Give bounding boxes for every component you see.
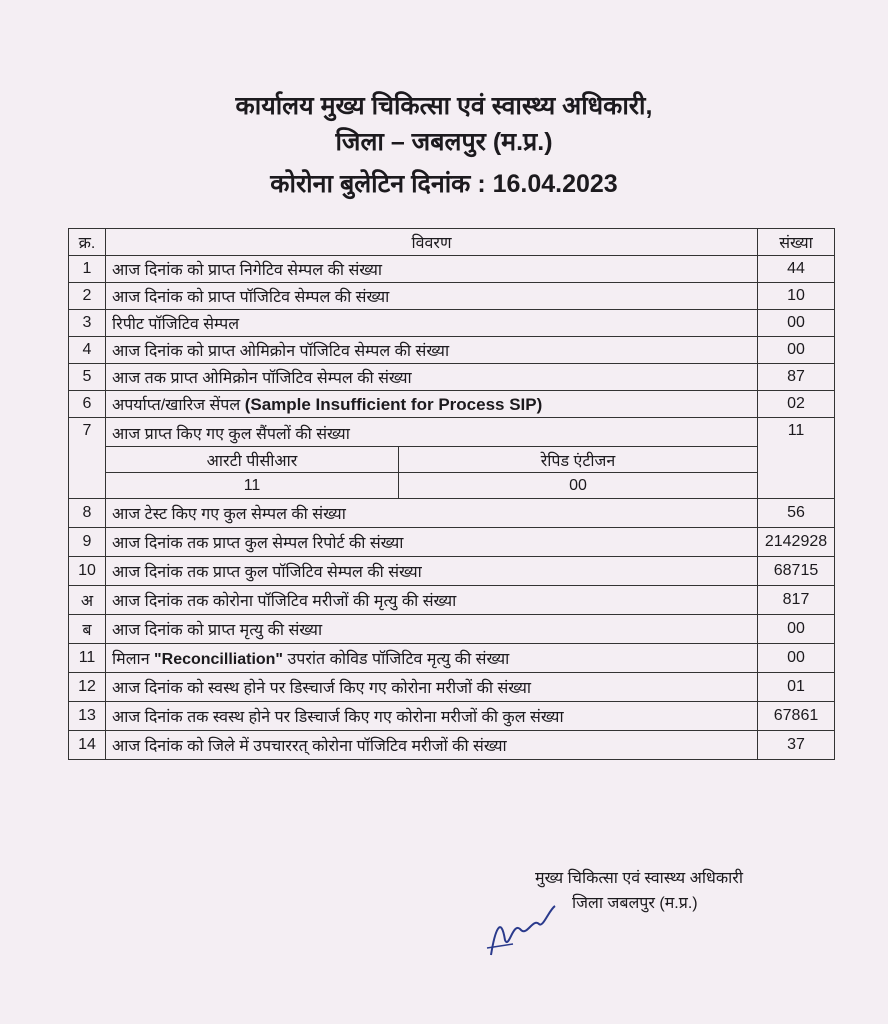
row-value: 00 — [758, 644, 835, 673]
row-no: 6 — [69, 391, 106, 418]
sub-header-rtpcr: आरटी पीसीआर — [106, 447, 399, 473]
row-no: 7 — [69, 418, 106, 499]
handwritten-signature — [483, 900, 563, 960]
row-value: 67861 — [758, 702, 835, 731]
row-desc: आज दिनांक तक कोरोना पॉजिटिव मरीजों की मृत्यु की संख्या — [106, 586, 758, 615]
district-title: जिला – जबलपुर (म.प्र.) — [335, 128, 553, 156]
row-desc-hi: अपर्याप्त/खारिज सेंपल — [112, 397, 241, 414]
table-row — [69, 499, 835, 528]
col-header-no: क्र. — [69, 229, 106, 256]
row-no: 9 — [69, 528, 106, 557]
row-value: 00 — [758, 337, 835, 364]
row-desc-en: (Sample Insufficient for Process SIP) — [244, 395, 543, 414]
row-desc: आज दिनांक को प्राप्त मृत्यु की संख्या — [106, 615, 758, 644]
row-value: 00 — [758, 310, 835, 337]
table-row — [69, 615, 835, 644]
sub-header-rapid-antigen: रेपिड एंटीजन — [399, 447, 758, 473]
signatory-title: मुख्य चिकित्सा एवं स्वास्थ्य अधिकारी — [535, 870, 743, 887]
table-row — [69, 557, 835, 586]
row-desc-pre: मिलान — [112, 651, 150, 668]
row-value: 56 — [758, 499, 835, 528]
row-value: 44 — [758, 256, 835, 283]
table-row — [69, 528, 835, 557]
row-desc: आज दिनांक तक प्राप्त कुल पॉजिटिव सेम्पल की संख्या — [106, 557, 758, 586]
table-row — [69, 586, 835, 615]
row-desc: आज दिनांक को प्राप्त पॉजिटिव सेम्पल की संख्या — [106, 283, 758, 310]
table-row — [69, 310, 835, 337]
row-desc — [106, 391, 758, 418]
row-no: 14 — [69, 731, 106, 760]
table-row — [69, 391, 835, 418]
row-desc — [106, 644, 758, 673]
row-desc: आज दिनांक तक स्वस्थ होने पर डिस्चार्ज किए गए कोरोना मरीजों की कुल संख्या — [106, 702, 758, 731]
row-desc: आज दिनांक तक प्राप्त कुल सेम्पल रिपोर्ट की संख्या — [106, 528, 758, 557]
col-header-desc: विवरण — [106, 229, 758, 256]
col-header-count: संख्या — [758, 229, 835, 256]
bulletin-title: कोरोना बुलेटिन दिनांक : 16.04.2023 — [270, 170, 618, 198]
row-no: 13 — [69, 702, 106, 731]
row-no: 1 — [69, 256, 106, 283]
row-desc: रिपीट पॉजिटिव सेम्पल — [106, 310, 758, 337]
table-row-7 — [69, 418, 835, 499]
row-value: 817 — [758, 586, 835, 615]
row-no: 8 — [69, 499, 106, 528]
table-row — [69, 702, 835, 731]
table-header-row — [69, 229, 835, 256]
office-title: कार्यालय मुख्य चिकित्सा एवं स्वास्थ्य अधिकारी, — [235, 92, 653, 120]
row-desc: आज प्राप्त किए गए कुल सैंपलों की संख्या — [106, 418, 757, 447]
row-no: 2 — [69, 283, 106, 310]
row-value: 87 — [758, 364, 835, 391]
sub-value-rapid-antigen: 00 — [399, 473, 758, 499]
row-desc: आज दिनांक को प्राप्त ओमिक्रोन पॉजिटिव सेम्पल की संख्या — [106, 337, 758, 364]
table-row — [69, 731, 835, 760]
table-row — [69, 644, 835, 673]
row-desc: आज दिनांक को प्राप्त निगेटिव सेम्पल की संख्या — [106, 256, 758, 283]
table-row — [69, 337, 835, 364]
sub-value-rtpcr: 11 — [106, 473, 399, 499]
row-value: 68715 — [758, 557, 835, 586]
row-desc: आज तक प्राप्त ओमिक्रोन पॉजिटिव सेम्पल की संख्या — [106, 364, 758, 391]
row-value: 11 — [758, 418, 835, 499]
row-no: 11 — [69, 644, 106, 673]
row-value: 37 — [758, 731, 835, 760]
table-row — [69, 256, 835, 283]
row-desc-post: उपरांत कोविड पॉजिटिव मृत्यु की संख्या — [287, 651, 510, 668]
signatory-district: जिला जबलपुर (म.प्र.) — [572, 895, 698, 912]
row-no: अ — [69, 586, 106, 615]
row-value: 02 — [758, 391, 835, 418]
table-row — [69, 283, 835, 310]
row-value: 00 — [758, 615, 835, 644]
row-desc: आज दिनांक को जिले में उपचाररत् कोरोना पॉजिटिव मरीजों की संख्या — [106, 731, 758, 760]
row-no: 4 — [69, 337, 106, 364]
row-no: ब — [69, 615, 106, 644]
row-no: 3 — [69, 310, 106, 337]
row-desc: आज टेस्ट किए गए कुल सेम्पल की संख्या — [106, 499, 758, 528]
table-row — [69, 364, 835, 391]
table-row — [69, 673, 835, 702]
row-value: 2142928 — [758, 528, 835, 557]
row-no: 5 — [69, 364, 106, 391]
row-value: 01 — [758, 673, 835, 702]
row-desc: आज दिनांक को स्वस्थ होने पर डिस्चार्ज किए गए कोरोना मरीजों की संख्या — [106, 673, 758, 702]
row-7-desc-cell — [106, 418, 758, 499]
sample-type-subtable — [106, 447, 757, 498]
bulletin-table — [68, 228, 835, 760]
row-desc-en: "Reconcilliation" — [154, 651, 284, 668]
row-no: 12 — [69, 673, 106, 702]
row-value: 10 — [758, 283, 835, 310]
row-no: 10 — [69, 557, 106, 586]
